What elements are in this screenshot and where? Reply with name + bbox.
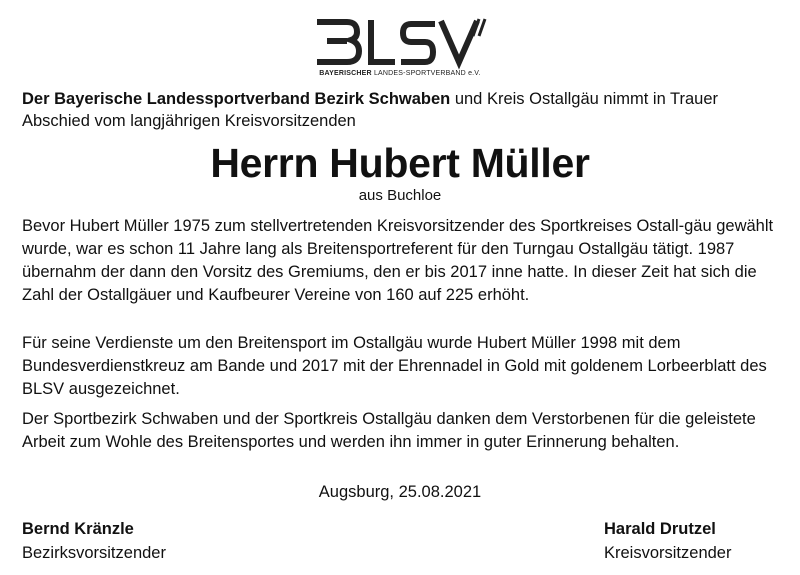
blsv-wordmark-icon xyxy=(313,14,488,72)
intro-text xyxy=(22,88,782,132)
signatory-name: Harald Drutzel xyxy=(604,520,716,538)
deceased-origin: aus Buchloe xyxy=(358,187,442,204)
blsv-logo xyxy=(0,14,800,72)
logo-tagline xyxy=(0,70,800,77)
intro-rest: und Kreis Ostallgäu nimmt in Trauer Abschied vom langjährigen Kreisvorsitzenden xyxy=(22,90,719,130)
signatory-role: Kreisvorsitzender xyxy=(604,544,732,562)
signatory-left xyxy=(22,517,166,565)
paragraph-honors: Für seine Verdienste um den Breitensport im Ostallgäu wurde Hubert Müller 1998 mit dem Bundesverdienstkreuz am Bande und 2017 mit der Ehrennadel in Gold mit goldenem Lorbeerblatt des BLSV ausgezeichnet. xyxy=(22,334,767,398)
signatory-right xyxy=(604,517,731,565)
logo-tagline-rest: LANDES-SPORTVERBAND e.V. xyxy=(371,70,481,77)
organization-name: Der Bayerische Landessportverband Bezirk Schwaben xyxy=(22,90,451,108)
deceased-name: Herrn Hubert Müller xyxy=(210,140,590,186)
signatory-name: Bernd Kränzle xyxy=(22,520,134,538)
paragraph-thanks: Der Sportbezirk Schwaben und der Sportkreis Ostallgäu danken dem Verstorbenen für die geleistete Arbeit zum Wohle des Breitensportes und werden ihn immer in guter Erinnerung behalten. xyxy=(22,410,756,451)
place-and-date: Augsburg, 25.08.2021 xyxy=(318,483,482,501)
paragraph-career: Bevor Hubert Müller 1975 zum stellvertretenden Kreisvorsitzender des Sportkreises Ostall-gäu gewählt wurde, war es schon 11 Jahre lang als Breitensportreferent für den Turngau Ostallgäu tätigt. 1987 übernahm der dann den Vorsitz des Gremiums, den er bis 2017 inne hatte. In dieser Zeit hat sich die Zahl der Ostallgäuer und Kaufbeurer Vereine von 160 auf 225 erhöht. xyxy=(22,217,774,304)
signatory-role: Bezirksvorsitzender xyxy=(22,544,166,562)
logo-tagline-bold: BAYERISCHER xyxy=(319,70,372,77)
